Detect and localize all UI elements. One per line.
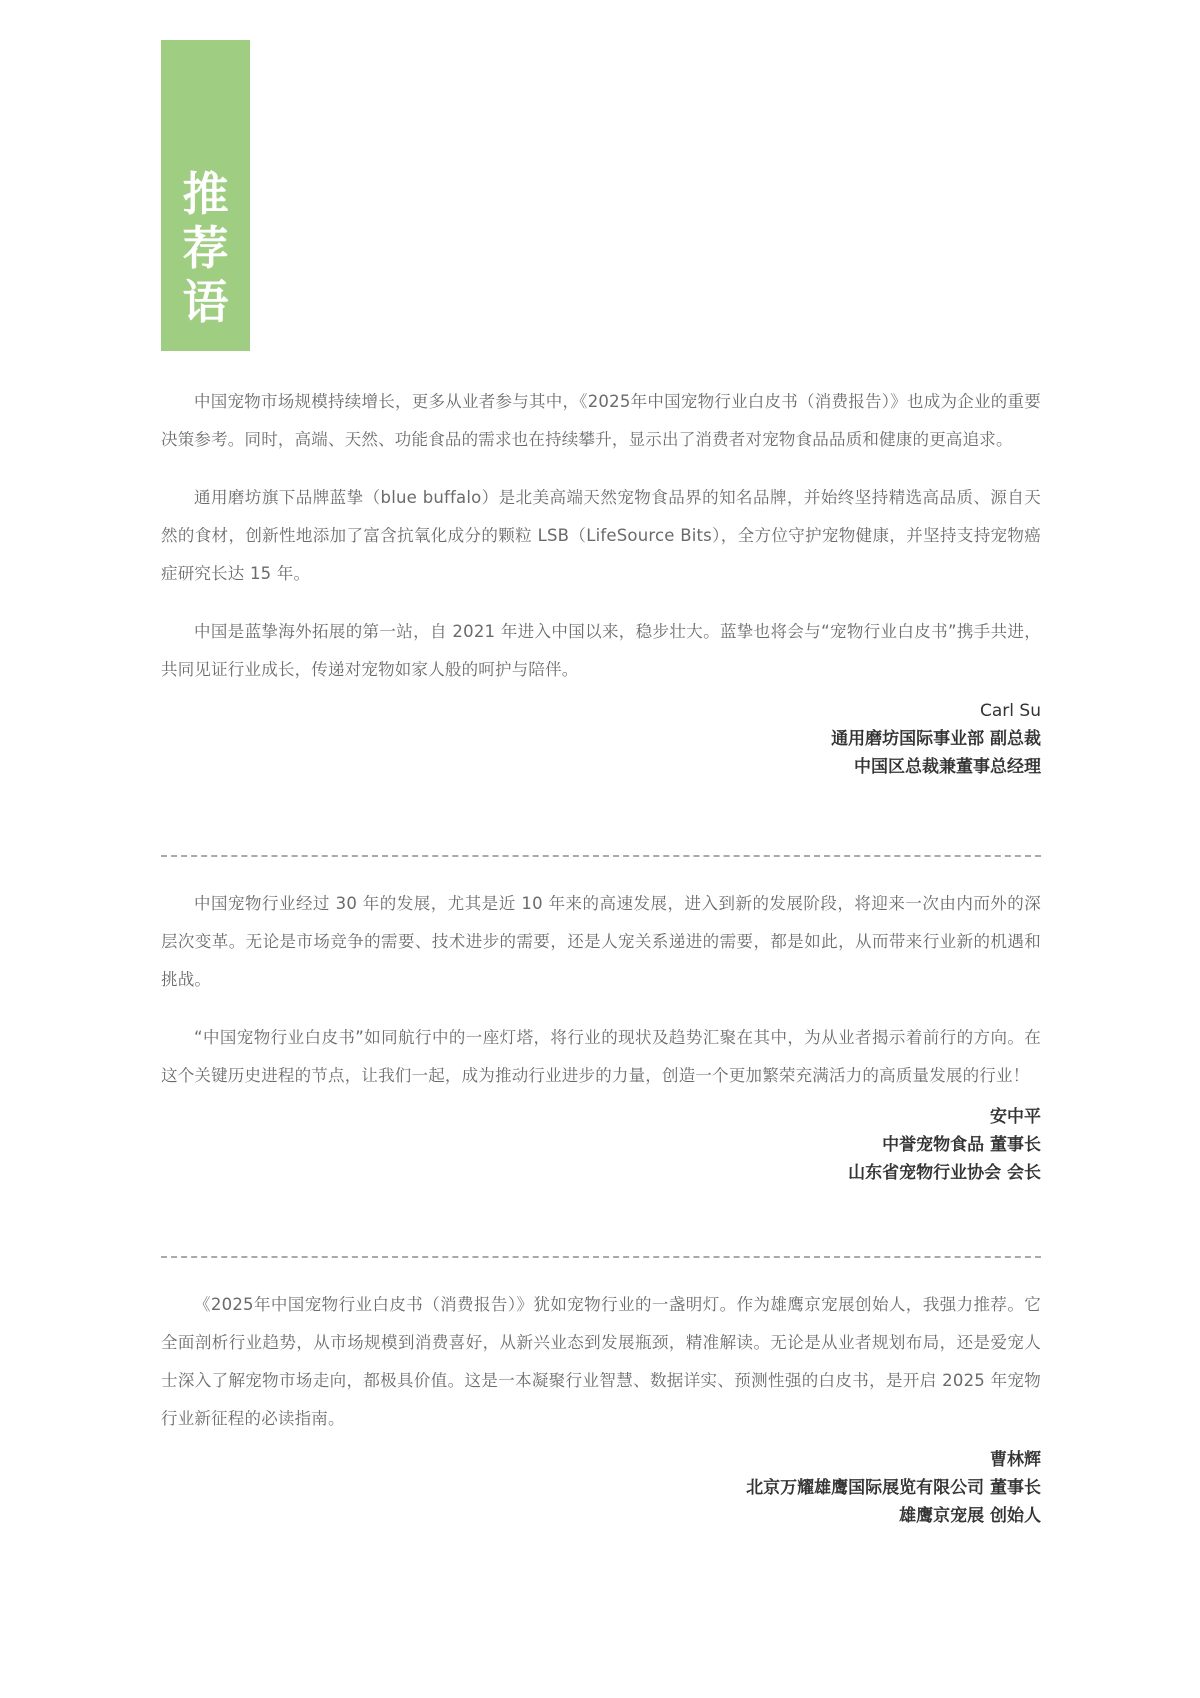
section-title-banner [161, 40, 250, 351]
paragraph: 通用磨坊旗下品牌蓝挚（blue buffalo）是北美高端天然宠物食品界的知名品牌，并始终坚持精选高品质、源自天然的食材，创新性地添加了富含抗氧化成分的颗粒 LSB（LifeSource Bits），全方位守护宠物健康，并坚持支持宠物癌症研究长达 15 年。 [161, 488, 1041, 583]
signature [161, 1446, 1041, 1530]
signature-name: Carl Su [980, 701, 1041, 721]
recommendation-3 [161, 1286, 1041, 1530]
signature-title: 中国区总裁兼董事总经理 [854, 757, 1041, 777]
signature-name: 曹林辉 [990, 1450, 1041, 1470]
signature [161, 697, 1041, 781]
dashed-divider [161, 855, 1041, 857]
signature [161, 1103, 1041, 1187]
banner-char: 语 [182, 275, 229, 329]
paragraph: 中国是蓝挚海外拓展的第一站，自 2021 年进入中国以来，稳步壮大。蓝挚也将会与“宠物行业白皮书”携手共进，共同见证行业成长，传递对宠物如家人般的呵护与陪伴。 [161, 622, 1041, 679]
paragraph: 中国宠物行业经过 30 年的发展，尤其是近 10 年来的高速发展，进入到新的发展阶段，将迎来一次由内而外的深层次变革。无论是市场竞争的需要、技术进步的需要，还是人宠关系递进的需要，都是如此，从而带来行业新的机遇和挑战。 [161, 894, 1041, 989]
dashed-divider [161, 1256, 1041, 1258]
signature-title: 中誉宠物食品 董事长 [882, 1135, 1041, 1155]
signature-title: 雄鹰京宠展 创始人 [899, 1506, 1041, 1526]
recommendation-2 [161, 885, 1041, 1187]
signature-title: 北京万耀雄鹰国际展览有限公司 董事长 [746, 1478, 1041, 1498]
signature-title: 山东省宠物行业协会 会长 [848, 1163, 1041, 1183]
recommendation-1 [161, 383, 1041, 781]
paragraph: 中国宠物市场规模持续增长，更多从业者参与其中，《2025年中国宠物行业白皮书（消费报告）》也成为企业的重要决策参考。同时，高端、天然、功能食品的需求也在持续攀升，显示出了消费者对宠物食品品质和健康的更高追求。 [161, 392, 1041, 449]
paragraph: “中国宠物行业白皮书”如同航行中的一座灯塔，将行业的现状及趋势汇聚在其中，为从业者揭示着前行的方向。在这个关键历史进程的节点，让我们一起，成为推动行业进步的力量，创造一个更加繁荣充满活力的高质量发展的行业！ [161, 1028, 1041, 1085]
banner-char: 推 [182, 167, 229, 221]
signature-name: 安中平 [990, 1107, 1041, 1127]
banner-char: 荐 [182, 221, 229, 275]
paragraph: 《2025年中国宠物行业白皮书（消费报告）》犹如宠物行业的一盏明灯。作为雄鹰京宠展创始人，我强力推荐。它全面剖析行业趋势，从市场规模到消费喜好，从新兴业态到发展瓶颈，精准解读。无论是从业者规划布局，还是爱宠人士深入了解宠物市场走向，都极具价值。这是一本凝聚行业智慧、数据详实、预测性强的白皮书，是开启 2025 年宠物行业新征程的必读指南。 [161, 1295, 1041, 1428]
signature-title: 通用磨坊国际事业部 副总裁 [831, 729, 1041, 749]
